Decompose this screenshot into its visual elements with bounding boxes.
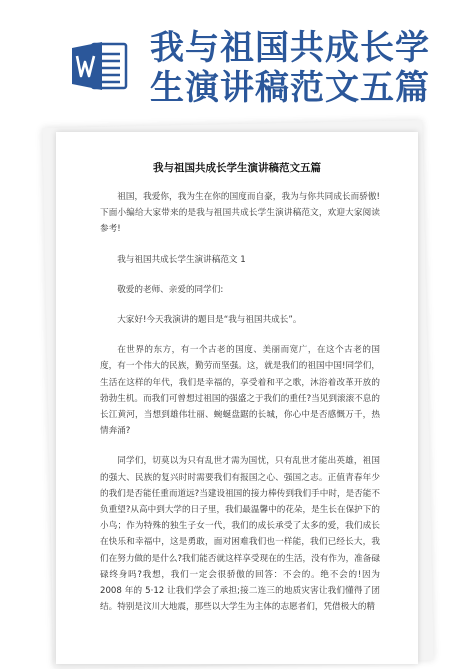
header-banner bbox=[0, 0, 474, 120]
word-icon bbox=[70, 40, 128, 92]
document-body bbox=[56, 189, 418, 615]
page-title-line-1: 我与祖国共成长学 bbox=[150, 28, 430, 68]
document-page[interactable] bbox=[56, 132, 418, 664]
document-title: 我与祖国共成长学生演讲稿范文五篇 bbox=[153, 162, 321, 174]
paragraph-body-1: 在世界的东方，有一个古老的国度、美丽而宽广，在这个古老的国度，有一个伟大的民族，勤劳而坚强。这，就是我们的祖国中国!同学们，生活在这样的年代，我们是幸福的，享受着和平之歌，沐浴着改革开放的勃勃生机。而我们可曾想过祖国的强盛之于我们的重任?当见到滚滚不息的长江黄河，当想到雄伟壮丽、蜿蜒盘踞的长城，你心中是否感慨万千，热情奔涌? bbox=[100, 345, 380, 437]
paragraph-intro: 祖国，我爱你，我为生在你的国度而自豪，我为与你共同成长而骄傲!下面小编给大家带来的是我与祖国共成长学生演讲稿范文，欢迎大家阅读参考! bbox=[100, 192, 380, 235]
paragraph-body-2: 同学们，切莫以为只有乱世才需为国忧，只有乱世才能出英雄，祖国的强大、民族的复兴时时需要我们有报国之心、强国之志。正值青春年少的我们是否能任重而道远?当建设祖国的接力棒传到我们手中时，是否能不负重望?从高中到大学的日子里，我们最温馨中的花朵，是生长在保护下的小鸟；作为特殊的独生子女一代，我们的成长承受了太多的爱，我们成长在快乐和幸福中，这是勇敢，面对困难我们也一样能，我们已经长大，我们在努力做的是什么?我们能否就这样享受现在的生活，没有作为，准备碌碌终身吗?我想，我们一定会很骄傲的回答：不会的。绝不会的!因为 2008 年的 5·12 让我们学会了承担;接二连三的地质灾害让我们懂得了团结。特别是汶川大地震，那些以大学生为主体的志愿者们，凭借极大的精 bbox=[100, 456, 380, 613]
page-title-line-2: 生演讲稿范文五篇 bbox=[150, 68, 430, 108]
page-title bbox=[150, 28, 466, 108]
paragraph-salutation: 敬爱的老师、亲爱的同学们: bbox=[117, 284, 224, 295]
paragraph-heading: 我与祖国共成长学生演讲稿范文 1 bbox=[117, 254, 246, 265]
paragraph-greeting: 大家好!今天我演讲的题目是“我与祖国共成长”。 bbox=[117, 315, 302, 326]
